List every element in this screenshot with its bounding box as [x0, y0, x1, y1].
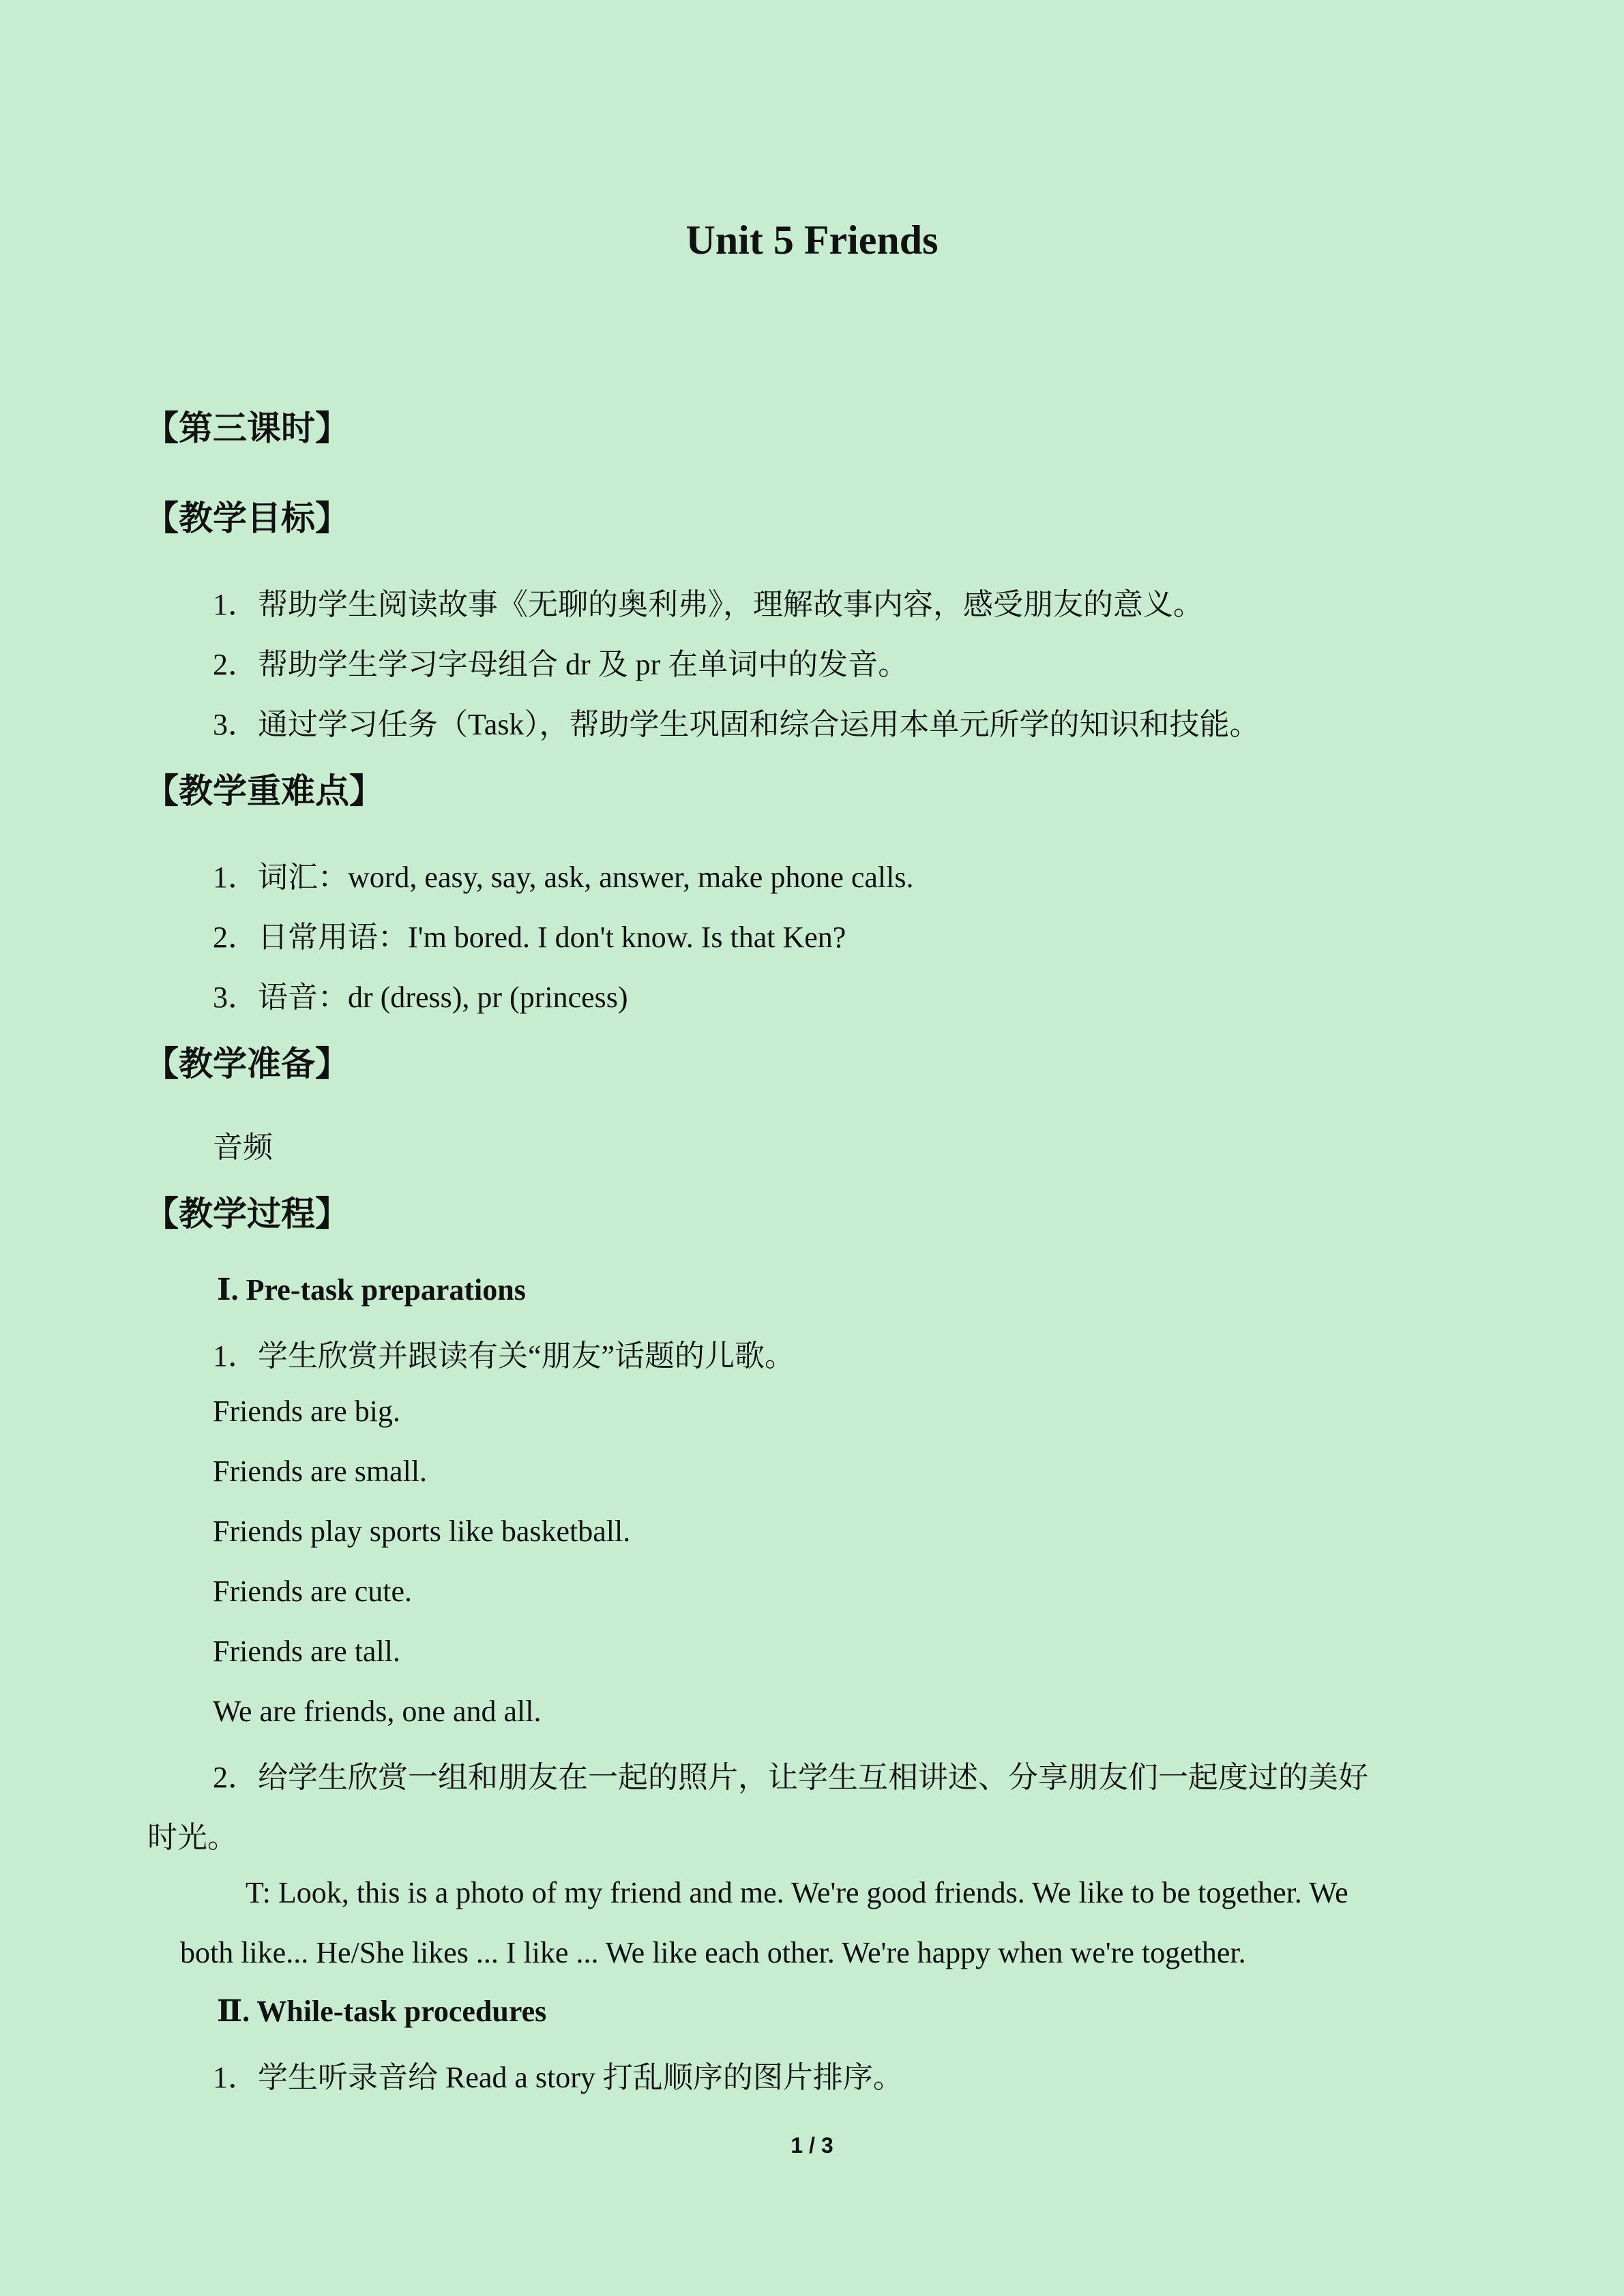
pretask-step-continuation: 时光。: [147, 1821, 237, 1854]
process-heading: 【教学过程】: [145, 1194, 349, 1234]
page-number: 1 / 3: [791, 2133, 833, 2158]
chant-line: Friends are tall.: [213, 1635, 400, 1668]
keypoint-item: 1．词汇：word, easy, say, ask, answer, make phone calls.: [213, 861, 914, 894]
objective-item: 1．帮助学生阅读故事《无聊的奥利弗》，理解故事内容，感受朋友的意义。: [213, 588, 1203, 621]
pretask-step: 1．学生欣赏并跟读有关“朋友”话题的儿歌。: [213, 1339, 795, 1373]
chant-line: Friends are cute.: [213, 1575, 412, 1608]
keypoint-item: 2．日常用语：I'm bored. I don't know. Is that Ken?: [213, 921, 846, 954]
whiletask-heading: Ⅱ. While-task procedures: [217, 1995, 547, 2028]
preparation-text: 音频: [213, 1131, 273, 1164]
period-heading: 【第三课时】: [145, 408, 349, 448]
preparation-heading: 【教学准备】: [145, 1044, 349, 1084]
teacher-dialogue: T: Look, this is a photo of my friend and me. We're good friends. We like to be together. We: [246, 1876, 1348, 1909]
pretask-step: 2．给学生欣赏一组和朋友在一起的照片，让学生互相讲述、分享朋友们一起度过的美好: [213, 1761, 1368, 1794]
chant-line: We are friends, one and all.: [213, 1695, 542, 1728]
whiletask-step: 1．学生听录音给 Read a story 打乱顺序的图片排序。: [213, 2061, 903, 2094]
chant-line: Friends are big.: [213, 1395, 400, 1428]
keypoint-item: 3．语音：dr (dress), pr (princess): [213, 981, 628, 1014]
objective-item: 3．通过学习任务（Task），帮助学生巩固和综合运用本单元所学的知识和技能。: [213, 708, 1260, 741]
chant-line: Friends are small.: [213, 1455, 428, 1488]
pretask-heading: Ⅰ. Pre-task preparations: [217, 1273, 526, 1307]
keypoints-heading: 【教学重难点】: [145, 771, 383, 811]
teacher-dialogue-continuation: both like... He/She likes ... I like ... We like each other. We're happy when we're together.: [180, 1936, 1246, 1969]
objectives-heading: 【教学目标】: [145, 498, 349, 538]
document-title: Unit 5 Friends: [685, 218, 939, 263]
objective-item: 2．帮助学生学习字母组合 dr 及 pr 在单词中的发音。: [213, 648, 909, 681]
chant-line: Friends play sports like basketball.: [213, 1515, 631, 1548]
